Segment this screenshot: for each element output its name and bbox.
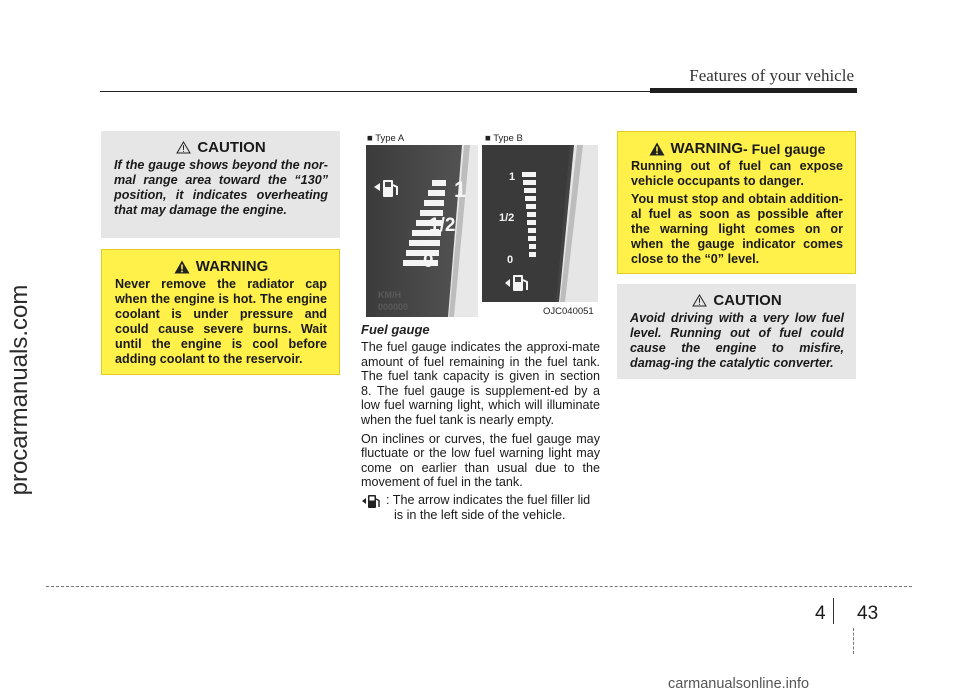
page-number-tick xyxy=(853,628,854,654)
warning-radiator-text: Never remove the radiator cap when the engine is hot. The engine coolant is under pressure and could cause severe burns. Wait until the engine is cool before adding coolant to the reservoir. xyxy=(115,277,327,366)
caution-fuel-heading xyxy=(630,292,844,309)
bottom-watermark: carmanualsonline.info xyxy=(668,676,810,692)
gauge-a-half-mark: 1/2 xyxy=(429,215,456,236)
page-number: 43 xyxy=(857,603,879,624)
caution-fuel-text: Avoid driving with a very low fuel level. Running out of fuel could cause the engine to misfire, damag-ing the catalytic converter. xyxy=(630,311,844,370)
gauge-b-half-mark: 1/2 xyxy=(499,212,515,224)
warning-radiator-title: WARNING xyxy=(195,258,269,275)
side-watermark: procarmanuals.com xyxy=(6,284,33,496)
fuel-filler-note xyxy=(361,493,600,522)
svg-text:KM/H: KM/H xyxy=(378,290,401,300)
header-rule xyxy=(100,91,650,92)
fuel-filler-note-text: : The arrow indicates the fuel filler lid is in the left side of the vehicle. xyxy=(386,492,591,522)
fuel-gauge-body xyxy=(361,340,600,522)
caution-fuel-box xyxy=(617,284,856,379)
fuel-gauge-para-1: The fuel gauge indicates the approxi-mate amount of fuel remaining in the fuel tank. The fuel tank capacity is given in section 8. The fuel gauge is supplement-ed by a low fuel warning light, which will illuminate when the fuel tank is nearly empty. xyxy=(361,340,600,427)
warning-triangle-icon xyxy=(649,142,665,156)
warning-fuel-heading xyxy=(631,140,843,157)
gauge-a-drawing xyxy=(366,145,478,317)
warning-fuel-para-2: You must stop and obtain addition-al fuel as soon as possible after the warning light comes on or when the gauge indicator comes close to the “0” level. xyxy=(631,192,843,266)
warning-fuel-body xyxy=(631,159,843,267)
caution-gauge-text: If the gauge shows beyond the nor-mal range area toward the “130” position, it indicates overheating that may damage the engine. xyxy=(114,158,328,217)
page-header-title: Features of your vehicle xyxy=(689,66,854,85)
type-a-label: ■ Type A xyxy=(367,133,405,144)
gauge-b-empty-mark: 0 xyxy=(507,254,514,266)
fuel-gauge-heading: Fuel gauge xyxy=(361,322,430,337)
fuel-pump-icon-b xyxy=(505,273,531,293)
fuel-filler-arrow-icon xyxy=(361,493,383,509)
type-b-label: ■ Type B xyxy=(485,133,523,144)
fuel-pump-icon xyxy=(374,177,402,199)
footer-rule xyxy=(46,586,912,587)
caution-fuel-title: CAUTION xyxy=(713,292,782,309)
caution-gauge-title: CAUTION xyxy=(197,139,266,156)
caution-triangle-icon xyxy=(692,294,707,307)
warning-radiator-heading xyxy=(115,258,327,275)
chapter-number: 4 xyxy=(815,603,826,624)
warning-fuel-para-1: Running out of fuel can expose vehicle occupants to danger. xyxy=(631,159,843,188)
warning-triangle-icon xyxy=(174,260,190,274)
caution-gauge-heading xyxy=(114,139,328,156)
caution-triangle-icon xyxy=(176,141,191,154)
image-code: OJC040051 xyxy=(543,306,594,317)
fuel-gauge-type-a-image xyxy=(366,145,478,317)
caution-gauge-box xyxy=(101,131,340,238)
warning-radiator-box xyxy=(101,249,340,375)
gauge-a-full-mark: 1 xyxy=(454,177,467,202)
gauge-b-full-mark: 1 xyxy=(509,171,516,183)
gauge-a-empty-mark: 0 xyxy=(423,251,434,272)
warning-fuel-title: WARNING xyxy=(670,140,744,157)
header-rule-thick xyxy=(650,88,857,93)
fuel-gauge-para-2: On inclines or curves, the fuel gauge may fluctuate or the low fuel warning light may come on earlier than usual due to the movement of fuel in the tank. xyxy=(361,431,600,490)
warning-fuel-title-suffix: - Fuel gauge xyxy=(743,140,826,157)
warning-fuel-box xyxy=(617,131,856,274)
page-number-divider xyxy=(833,598,834,624)
svg-text:000000: 000000 xyxy=(378,302,409,312)
fuel-gauge-type-b-image xyxy=(482,145,598,302)
